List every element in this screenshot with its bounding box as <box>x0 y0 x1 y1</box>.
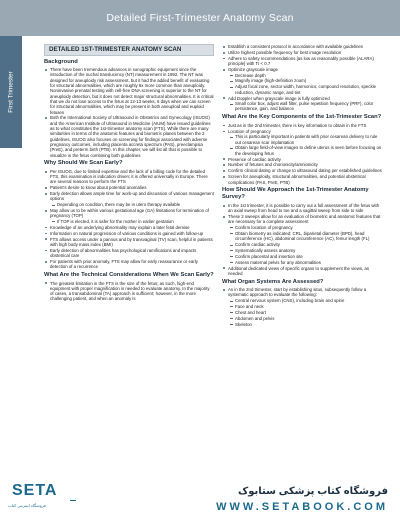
list-item-text: Early detection allows ample time for work-up and discussion of various management options <box>50 191 214 202</box>
list-item <box>228 78 382 83</box>
list-item-text: Presence of cardiac activity <box>228 156 281 162</box>
list-item <box>44 191 214 207</box>
list-item <box>228 231 382 242</box>
bullet-list <box>222 123 382 185</box>
list-item-text: Adjust focal zone, sector width, harmonics, compound resolution, speckle reduction, dynamic range, and tint <box>235 84 377 95</box>
list-item <box>222 123 382 128</box>
list-item <box>228 298 382 303</box>
left-column <box>44 44 214 302</box>
list-item-text: Magnify image (high-definition zoom) <box>235 78 307 84</box>
list-item-text: Abdomen and pelvis <box>235 315 275 321</box>
section-heading: Why Should We Scan Early? <box>44 160 123 167</box>
section-heading: What Are the Technical Considerations When We Scan Early? <box>44 272 214 278</box>
list-item <box>222 157 382 162</box>
bullet-list <box>44 169 214 270</box>
list-item-text: Obtain large field-of-view images to define uterus is seen before focusing on the developing fetus <box>235 145 382 156</box>
list-item-text: Both the International Society of Ultrasound in Obstetrics and Gynecology (ISUOG) and the American Institute of Ultrasound in Medicine (AIUM) have issued guidelines as to what constitutes the 1st-trimester anatomy scan (FTS). While there are many similarities in terms of the anatomic features and biometric planes between the 2 guidelines, ISUOG also focuses on screening for findings associated with adverse pregnancy outcomes, including placenta accreta spectrum (PAS), preeclampsia (PreE), and preterm birth (PTB). In this chapter, we will list all that is possible to visualize in the fetus combining both guidelines <box>50 115 211 158</box>
list-item <box>44 237 214 248</box>
list-item <box>222 287 382 327</box>
list-item-text: Skeleton <box>235 321 252 327</box>
list-item-text: Location of pregnancy <box>228 128 271 134</box>
section-heading: What Organ Systems Are Assessed? <box>222 278 324 285</box>
list-item-text: The greatest limitation in the FTS is the size of the fetus; as such, high-end equipment with proper magnification is needed to evaluate anatomy. In the majority of cases, a transabdominal (TA) approach is sufficient; however, in the more challenging patient, and when an anomaly is <box>50 280 210 302</box>
list-item <box>44 225 214 230</box>
list-item <box>228 73 382 78</box>
list-item-text: Establish a consistent protocol in accordance with available guidelines <box>228 44 363 49</box>
list-item <box>50 202 214 207</box>
list-item-text: Depending on condition, there may be in utero therapy available <box>57 202 181 208</box>
section-heading: Background <box>44 58 78 65</box>
list-item-text: As in the 2nd trimester, start by establishing situs, subsequently follow a systematic approach to evaluate the following: <box>228 287 367 298</box>
list-item <box>44 185 214 190</box>
list-item <box>44 115 214 157</box>
list-item <box>222 162 382 167</box>
list-item-text: Optimize grayscale image <box>228 66 278 72</box>
list-item-text: Confirm placental and insertion site <box>235 253 303 259</box>
list-item-text: Confirm cardiac activity <box>235 242 280 247</box>
list-item <box>50 219 214 224</box>
list-item <box>222 266 382 277</box>
list-item-text: Number of fetuses and chorionicity/amnionicity <box>228 162 318 168</box>
list-item-text: This is particularly important in patients with prior cesarean delivery to rule out cesarean scar implantation <box>235 134 378 145</box>
page-header <box>0 0 400 36</box>
list-item <box>228 84 382 95</box>
bullet-list <box>228 73 382 95</box>
list-item <box>228 242 382 247</box>
list-item <box>228 101 382 112</box>
seta-logo[interactable] <box>8 482 62 514</box>
bullet-list <box>228 225 382 265</box>
list-item <box>228 316 382 321</box>
list-item <box>228 304 382 309</box>
list-item-text: Knowledge of an underlying abnormality may explain a later fetal demise <box>50 224 190 230</box>
bullet-list <box>228 101 382 112</box>
bullet-list <box>228 298 382 327</box>
section-box-title: DETAILED 1ST-TRIMESTER ANATOMY SCAN <box>44 44 214 56</box>
bullet-list <box>222 44 382 112</box>
list-item <box>228 254 382 259</box>
list-item-text: Screen for aneuploidy, structural abnormalities, and potential obstetrical complications (PAS, PreE, PTB) <box>228 174 366 185</box>
list-item-text: Decrease depth <box>235 72 266 78</box>
bullet-list <box>222 287 382 327</box>
chapter-side-tab[interactable] <box>0 36 22 148</box>
list-item-text: Assess maternal pelvis for any abnormalities <box>235 259 321 265</box>
list-item-text: If TOP is elected, it is safer for the mother in earlier gestation <box>57 218 174 224</box>
list-item-text: There have been tremendous advances in sonographic equipment since the introduction of the nuchal translucency (NT) measurement in 1992. The NT was designed for aneuploidy risk assessment, but it had the added benefit of evaluating for structural abnormalities, which are roughly 6x more common than aneuploidy. Noninvasive prenatal testing with cell-free DNA screening is superior to the NT for aneuploidy detection, but it does not detect major structural abnormalities. It is critical that we do not lose access to the fetus at 12-13 weeks, 6 days when we can screen for structural abnormalities, which may be present in both aneuploid and euploid fetuses <box>50 67 214 115</box>
list-item <box>222 174 382 185</box>
list-item <box>222 214 382 265</box>
page-title: Detailed First-Trimester Anatomy Scan <box>106 12 294 24</box>
list-item-text: FTS allows access under a pannus and by transvaginal (TV) scan, helpful in patients with high body mass index (BMI) <box>50 236 213 247</box>
bullet-list <box>222 203 382 276</box>
list-item-text: Patient's desire to know about potential anomalies <box>50 185 147 191</box>
list-item-text: Face and neck <box>235 303 264 309</box>
list-item <box>44 248 214 259</box>
list-item <box>222 50 382 55</box>
list-item <box>222 168 382 173</box>
list-item <box>228 260 382 265</box>
list-item-text: Obtain biometry as indicated: CRL, biparietal diameter (BPD), head circumference (HC), abdominal circumference (AC), femur length (FL) <box>235 230 370 242</box>
list-item-text: Confirm location of pregnancy <box>235 224 293 230</box>
list-item-text: Confirm clinical dating or change to ultrasound dating per established guidelines <box>228 168 382 174</box>
list-item <box>44 67 214 115</box>
list-item-text: Additional dedicated views of specific organs to supplement the views, as needed <box>228 265 370 276</box>
list-item-text: In the 1st trimester, it is possible to carry out a full assessment of the fetus with an axial sweep from head to toe and a sagittal sweep from side to side <box>228 202 380 214</box>
right-column <box>222 44 382 328</box>
bullet-list <box>44 67 214 158</box>
list-item <box>44 169 214 185</box>
list-item <box>222 203 382 214</box>
list-item <box>228 225 382 230</box>
chapter-side-tab-label: First Trimester <box>7 71 15 113</box>
list-item <box>222 44 382 49</box>
list-item <box>222 67 382 95</box>
list-item-text: These 2 sweeps allow for an evaluation of biometric and anatomic features that are necessary for a complete assessment <box>228 214 381 225</box>
list-item-text: Central nervous system (CNS), including brain and spine <box>235 298 345 304</box>
list-item-text: For patients with prior anomaly, FTS may allow for early reassurance or early detection of a recurrence <box>50 258 198 270</box>
list-item <box>228 322 382 327</box>
list-item <box>44 231 214 236</box>
right-sections <box>222 44 382 327</box>
list-item <box>222 129 382 156</box>
list-item <box>44 281 214 302</box>
list-item <box>228 145 382 156</box>
footer-website-link[interactable]: WWW.SETABOOK.COM <box>216 501 388 513</box>
list-item <box>222 96 382 112</box>
list-item <box>228 248 382 253</box>
list-item <box>228 310 382 315</box>
bullet-list <box>228 134 382 156</box>
footer-banner <box>0 478 400 517</box>
list-item-text: Early detection of abnormalities has psychological ramifications and impacts obstetrical care <box>50 247 197 259</box>
list-item-text: Utilize highest possible frequency for best image resolution <box>228 49 342 55</box>
list-item <box>44 259 214 270</box>
list-item <box>228 134 382 145</box>
list-item <box>222 56 382 67</box>
list-item-text: Add Doppler when grayscale image is fully optimized <box>228 95 330 101</box>
list-item-text: Systematically assess anatomy <box>235 247 296 253</box>
list-item-text: Information on natural progression of various conditions is gained with follow-up <box>50 230 204 236</box>
bullet-list <box>44 281 214 302</box>
list-item-text: Just as in the 2nd trimester, there is key information to obtain in the FTS <box>228 122 367 128</box>
list-item-text: May allow us to be within various gestational age (GA) limitations for termination of pregnancy (TOP) <box>50 207 209 219</box>
left-sections <box>44 59 214 302</box>
bullet-list <box>50 202 214 207</box>
list-item <box>44 208 214 224</box>
list-item-text: Chest and heart <box>235 309 266 315</box>
footer-divider <box>70 500 76 501</box>
section-heading: How Should We Approach the 1st-Trimester Anatomy Survey? <box>222 187 369 201</box>
section-heading: What Are the Key Components of the 1st-Trimester Scan? <box>222 114 382 121</box>
bullet-list <box>50 219 214 224</box>
footer-store-name: فروشگاه کتاب پزشکی ستابوک <box>237 486 388 497</box>
list-item-text: Adhere to safety recommendations [as low as reasonably possible (ALARA) principle] with TI < 0.7 <box>228 55 374 67</box>
logo-wordmark: SETA <box>12 482 58 499</box>
list-item-text: Per ISUOG, due to limited expertise and the lack of a billing code for the detailed FTS, this examination is indication driven; it is offered universally in Europe. There are several reasons to perform the FTS <box>50 168 208 185</box>
list-item-text: Small color box, adjust wall filter, pulse repetition frequency (PRF), color persistence, gain, and balance <box>235 101 374 112</box>
logo-subtitle: فروشگاه اینترنتی کتاب <box>8 503 46 508</box>
